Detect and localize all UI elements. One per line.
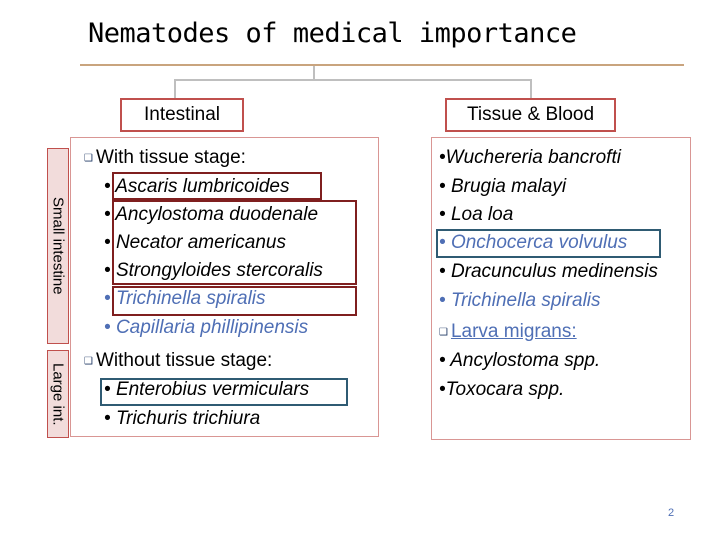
list-item: • Trichinella spiralis [104, 288, 266, 309]
page-number: 2 [668, 507, 675, 519]
tree-connector-stem [313, 66, 315, 80]
list-item: • Trichinella spiralis [439, 290, 601, 311]
heading-larva-migrans: ❑ Larva migrans: [439, 321, 577, 342]
page-title: Nematodes of medical importance [88, 18, 577, 49]
checkbox-icon: ❑ [439, 327, 448, 338]
tree-connector-right [530, 79, 532, 99]
heading-with-tissue-stage: ❑ With tissue stage: [84, 147, 246, 168]
list-item: • Enterobius vermiculars [104, 379, 310, 400]
side-label-small-intestine: Small intestine [47, 148, 69, 344]
list-item: •Toxocara spp. [439, 379, 565, 400]
list-item: • Loa loa [439, 204, 514, 225]
highlight-box-trichinella [112, 286, 357, 316]
list-item: • Ascaris lumbricoides [104, 176, 290, 197]
side-label-large-intestine: Large int. [47, 350, 69, 438]
checkbox-icon: ❑ [84, 153, 93, 164]
highlight-box-ascaris [112, 172, 322, 200]
header-intestinal: Intestinal [120, 98, 244, 132]
highlight-box-enterobius [100, 378, 348, 406]
tree-connector-left [174, 79, 176, 99]
heading-without-tissue-stage: ❑ Without tissue stage: [84, 350, 273, 371]
checkbox-icon: ❑ [84, 356, 93, 367]
list-item: • Ancylostoma spp. [439, 350, 601, 371]
list-item: • Onchocerca volvulus [439, 232, 628, 253]
list-item: • Capillaria phillipinensis [104, 317, 309, 338]
highlight-box-onchocerca [436, 229, 661, 258]
list-item: • Necator americanus [104, 232, 286, 253]
header-tissue-blood: Tissue & Blood [445, 98, 616, 132]
list-item: •Wuchereria bancrofti [439, 147, 621, 168]
list-item: • Trichuris trichiura [104, 408, 261, 429]
title-rule [80, 64, 684, 66]
list-item: • Ancylostoma duodenale [104, 204, 319, 225]
tree-connector-bar [174, 79, 532, 81]
list-item: • Dracunculus medinensis [439, 261, 658, 282]
list-item: • Strongyloides stercoralis [104, 260, 323, 281]
list-item: • Brugia malayi [439, 176, 567, 197]
highlight-box-hookworms-strongyloides [112, 200, 357, 285]
